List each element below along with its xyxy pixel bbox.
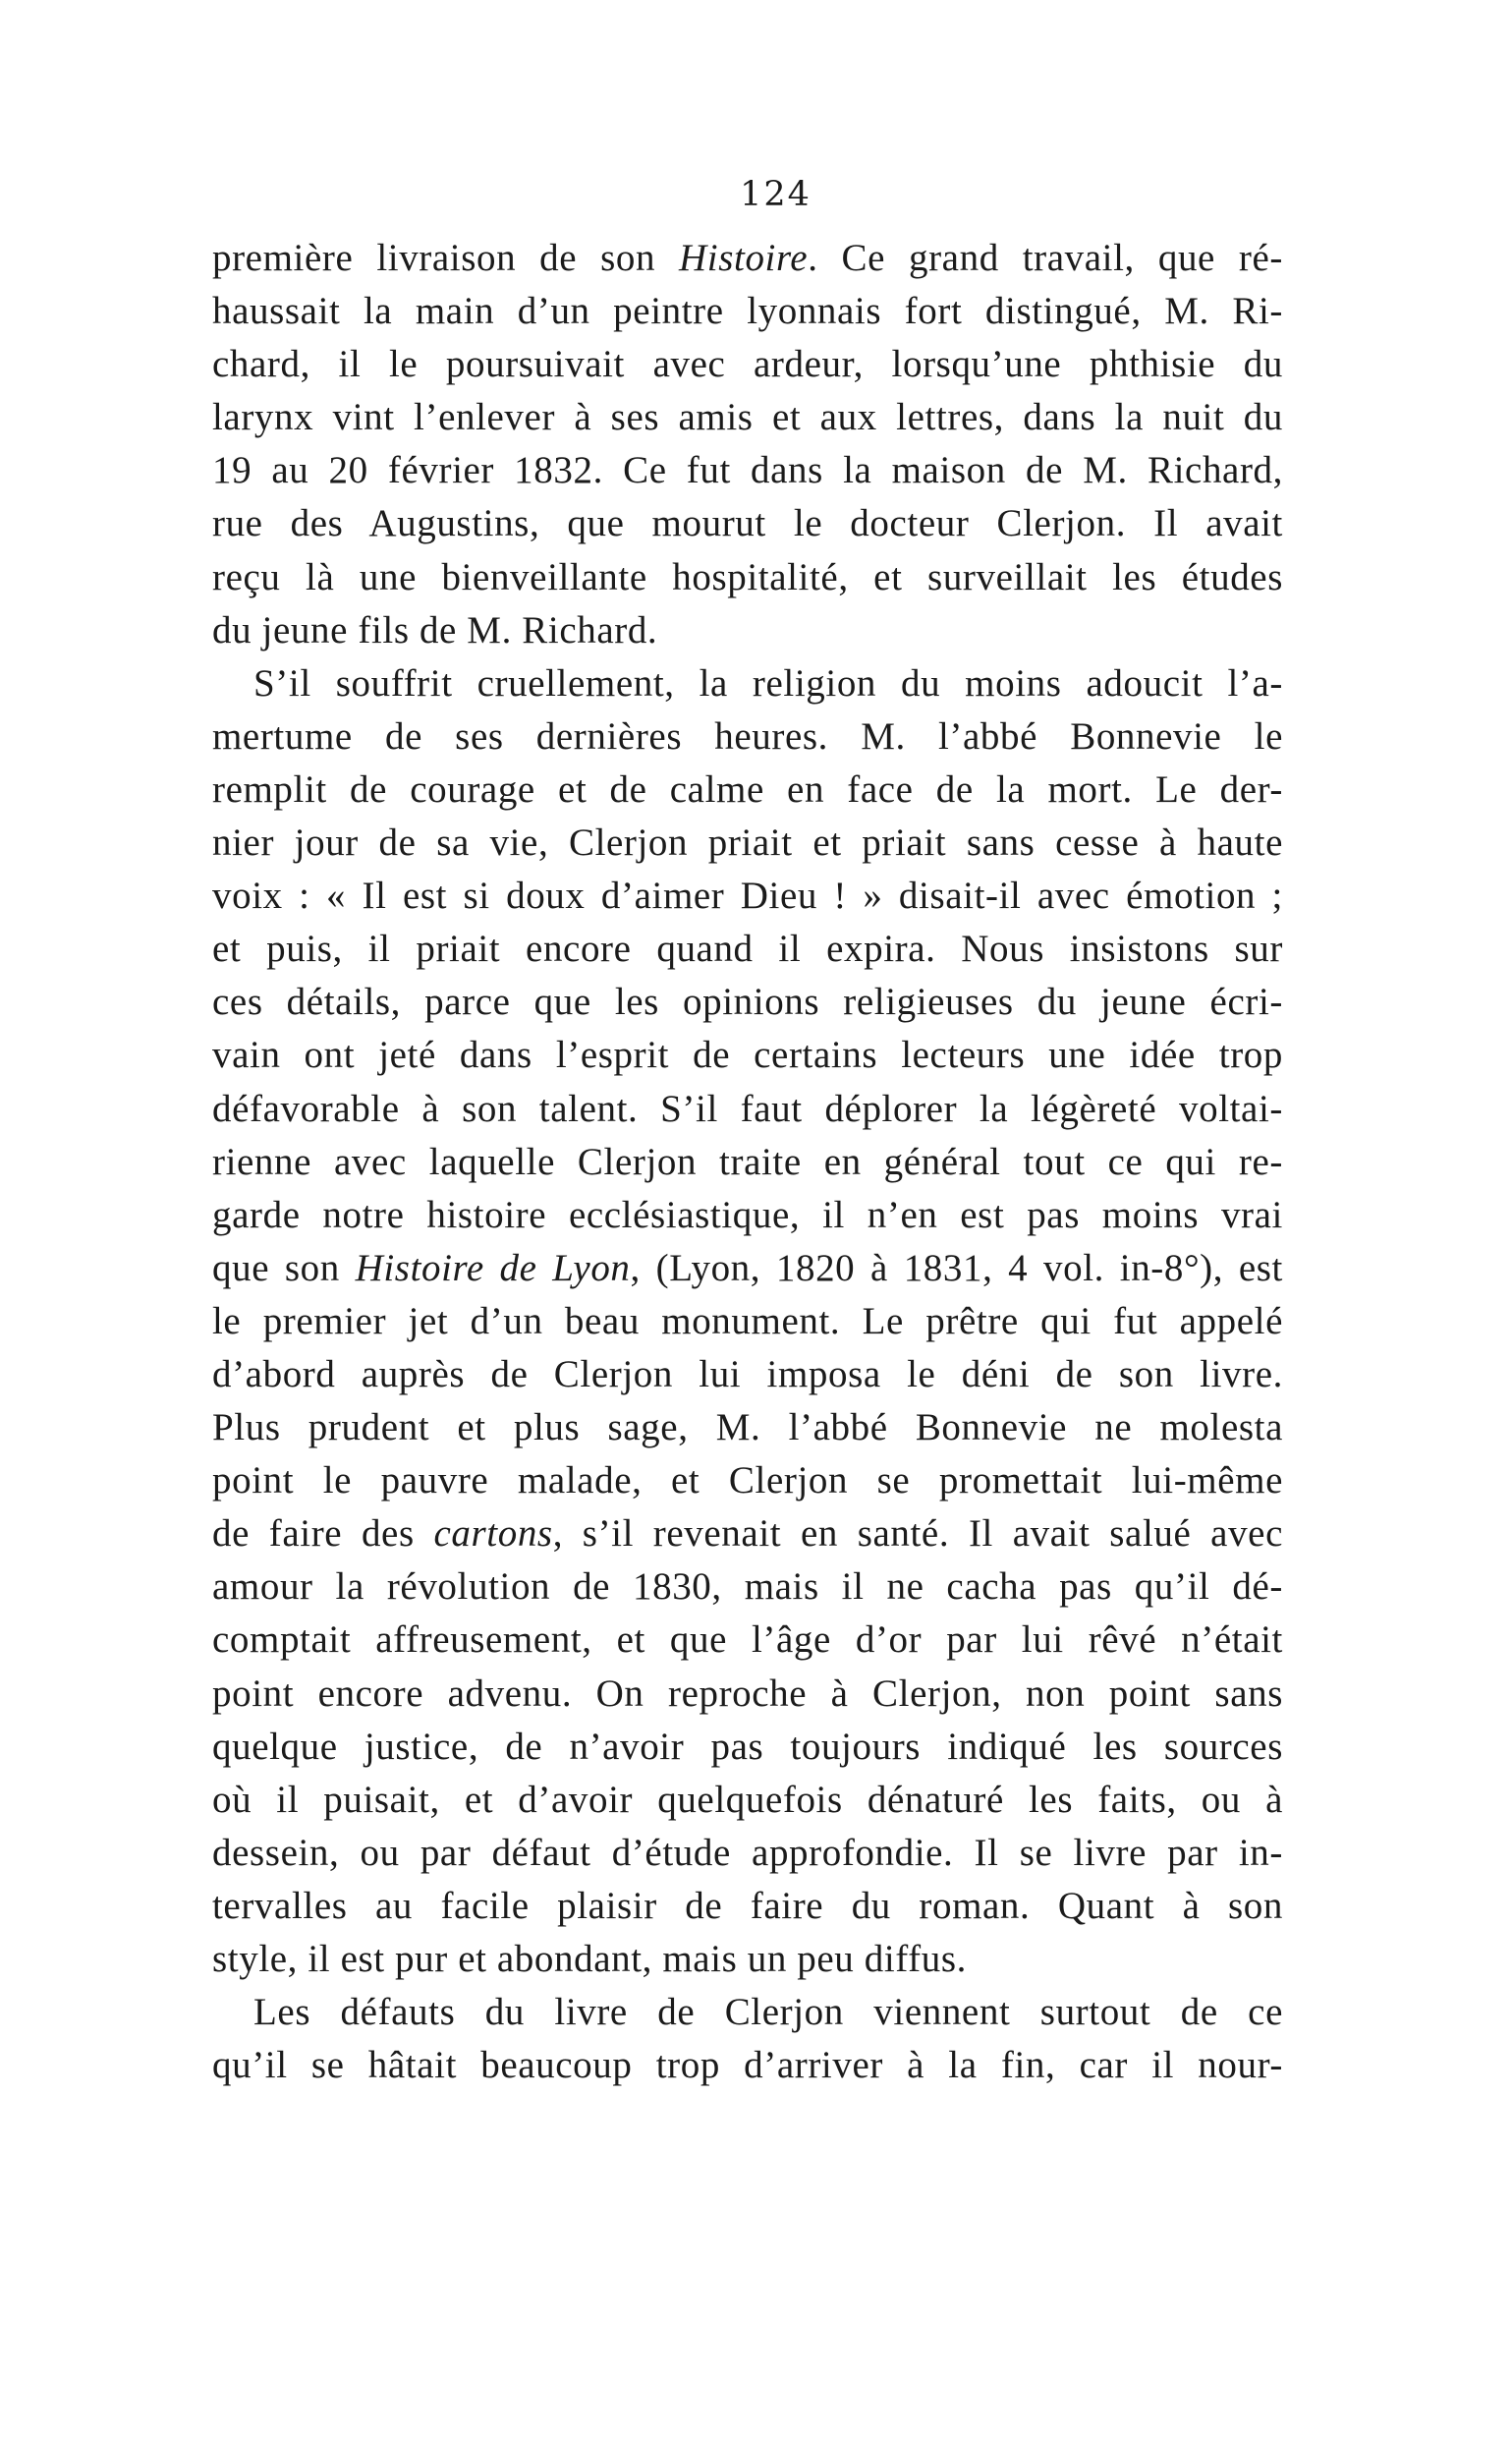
text-line: point encore advenu. On reproche à Clerjon, non point sans	[212, 1672, 1283, 1715]
page-number: 124	[740, 175, 812, 214]
text-line: garde notre histoire ecclésiastique, il n’en est pas moins vrai	[212, 1193, 1283, 1236]
text-line: que son Histoire de Lyon, (Lyon, 1820 à 1831, 4 vol. in-8°), est	[212, 1246, 1283, 1289]
text-line: style, il est pur et abondant, mais un peu diffus.	[212, 1938, 967, 1980]
text-line: et puis, il priait encore quand il expira. Nous insistons sur	[212, 928, 1283, 971]
text-line: point le pauvre malade, et Clerjon se promettait lui-même	[212, 1459, 1283, 1502]
text-line: le premier jet d’un beau monument. Le prêtre qui fut appelé	[212, 1299, 1283, 1342]
text-line: dessein, ou par défaut d’étude approfondie. Il se livre par in-	[212, 1831, 1283, 1874]
text-line: chard, il le poursuivait avec ardeur, lorsqu’une phthisie du	[212, 343, 1283, 386]
text-line: reçu là une bienveillante hospitalité, et surveillait les études	[212, 555, 1283, 598]
italic-title: cartons	[433, 1512, 553, 1556]
text-line: défavorable à son talent. S’il faut déplorer la légèreté voltai-	[212, 1087, 1283, 1130]
text-line: d’abord auprès de Clerjon lui imposa le déni de son livre.	[212, 1352, 1283, 1395]
text-line: amour la révolution de 1830, mais il ne cacha pas qu’il dé-	[212, 1565, 1283, 1609]
text-line: haussait la main d’un peintre lyonnais fort distingué, M. Ri-	[212, 290, 1283, 333]
text-line: rue des Augustins, que mourut le docteur Clerjon. Il avait	[212, 502, 1283, 545]
text-line: du jeune fils de M. Richard.	[212, 608, 658, 652]
text-line: ces détails, parce que les opinions religieuses du jeune écri-	[212, 981, 1283, 1024]
text-line: mertume de ses dernières heures. M. l’abbé Bonnevie le	[212, 714, 1283, 758]
text-line: rienne avec laquelle Clerjon traite en général tout ce qui re-	[212, 1140, 1283, 1183]
text-line: 19 au 20 février 1832. Ce fut dans la maison de M. Richard,	[212, 449, 1283, 492]
text-line: de faire des cartons, s’il revenait en santé. Il avait salué avec	[212, 1512, 1283, 1556]
text-line: voix : « Il est si doux d’aimer Dieu ! » disait-il avec émotion ;	[212, 875, 1283, 918]
text-line: larynx vint l’enlever à ses amis et aux lettres, dans la nuit du	[212, 396, 1283, 439]
text-line: qu’il se hâtait beaucoup trop d’arriver à la fin, car il nour-	[212, 2044, 1283, 2087]
italic-title: Histoire	[679, 237, 809, 279]
paragraph	[212, 657, 1283, 1986]
text-line: nier jour de sa vie, Clerjon priait et priait sans cesse à haute	[212, 822, 1283, 865]
body-text	[212, 232, 1283, 2092]
paragraph	[212, 232, 1283, 657]
paragraph	[212, 1986, 1283, 2092]
text-line: Plus prudent et plus sage, M. l’abbé Bonnevie ne molesta	[212, 1406, 1283, 1449]
text-line: remplit de courage et de calme en face de la mort. Le der-	[212, 767, 1283, 811]
text-line: où il puisait, et d’avoir quelquefois dénaturé les faits, ou à	[212, 1778, 1283, 1821]
text-line: vain ont jeté dans l’esprit de certains lecteurs une idée trop	[212, 1034, 1283, 1077]
italic-title: Histoire de Lyon	[355, 1246, 631, 1289]
text-line: première livraison de son Histoire. Ce grand travail, que ré-	[212, 237, 1283, 279]
text-line: tervalles au facile plaisir de faire du roman. Quant à son	[212, 1884, 1283, 1927]
text-line: S’il souffrit cruellement, la religion du moins adoucit l’a-	[253, 661, 1283, 705]
text-line: Les défauts du livre de Clerjon viennent surtout de ce	[253, 1991, 1283, 2034]
text-line: quelque justice, de n’avoir pas toujours indiqué les sources	[212, 1725, 1283, 1768]
text-line: comptait affreusement, et que l’âge d’or par lui rêvé n’était	[212, 1618, 1283, 1662]
